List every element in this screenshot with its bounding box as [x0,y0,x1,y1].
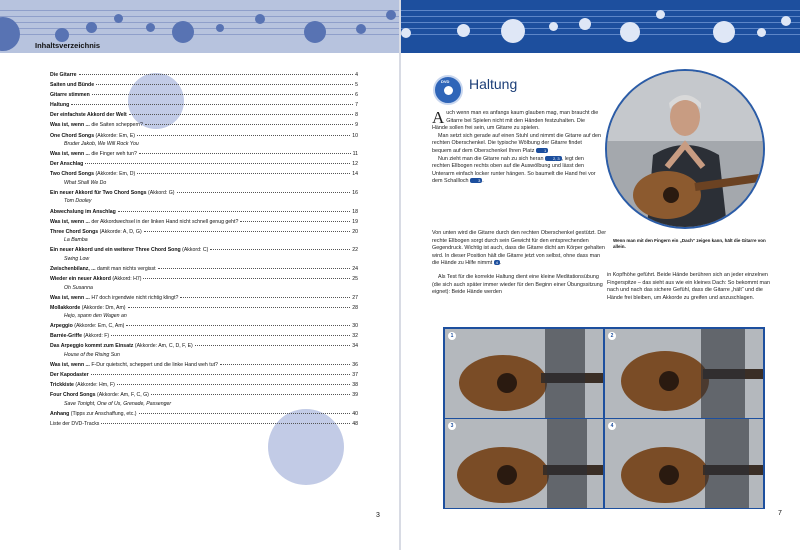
toc-entry [50,92,358,99]
toc-page-number: 28 [352,304,358,311]
toc-page-number: 9 [355,122,358,129]
toc-page-number: 7 [355,102,358,109]
toc-leader-dots [96,84,353,85]
photo-ref-badge: 2, 3 [545,156,562,161]
paragraph: in Kopfhöhe geführt. Beide Hände berühren sich an jeder einzelnen Fingerspitze – das sieht aus wie ein kleines Dach: So bekommt man nach und nach das sichere Gefühl, dass die Gitarre „hält“ und die Hände frei bleiben, um Akkorde zu greifen und anzuschlagen. [607,272,770,301]
toc-page-number: 22 [352,247,358,254]
page-number: 3 [376,512,380,519]
toc-leader-dots [151,394,350,395]
toc-entry [50,295,358,302]
toc-entry-title: Gitarre stimmen [50,92,90,99]
toc-song-list: Save Tonight, One of Us, Grenade, Passenger [64,400,172,407]
toc-entry [50,305,358,312]
toc-entry [50,276,358,283]
toc-page-number: 5 [355,82,358,89]
table-of-contents [50,72,358,428]
toc-leader-dots [145,124,353,125]
toc-page-number: 39 [352,392,358,399]
toc-entry-title: Trickkiste (Akkorde: Hm, F) [50,382,115,389]
toc-entry-title: Was ist, wenn ... die Finger weh tun? [50,151,137,158]
toc-entry-title: Three Chord Songs (Akkorde: A, D, G) [50,228,142,235]
photo-grid [443,327,765,509]
toc-entry-title: Barrée-Griffe (Akkord: F) [50,333,110,340]
toc-page-number: 36 [352,362,358,369]
toc-entry [50,343,358,350]
toc-entry-title: Saiten und Bünde [50,82,95,89]
toc-leader-dots [111,335,350,336]
toc-leader-dots [137,135,350,136]
toc-leader-dots [139,153,351,154]
toc-entry [50,392,358,399]
toc-page-number: 40 [352,410,358,417]
toc-page-number: 16 [352,189,358,196]
right-page [401,0,800,550]
toc-entry-title: Anhang (Tipps zur Anschaffung, etc.) [50,410,137,417]
toc-entry [50,323,358,330]
toc-entry [50,229,358,236]
toc-page-number: 24 [352,265,358,272]
dvd-label: DVD [441,79,450,84]
toc-page-number: 38 [352,382,358,389]
toc-entry [50,171,358,178]
toc-leader-dots [85,163,350,164]
toc-page-number: 12 [352,161,358,168]
photo-step-1 [445,329,603,418]
photo-caption: Wenn man mit den Fingern ein „Dach“ zeigen kann, hält die Gitarre von allein. [613,238,766,249]
right-header-band [401,0,800,53]
toc-entry [50,72,358,79]
page-number: 7 [778,510,782,517]
toc-entry [50,151,358,158]
toc-leader-dots [195,345,350,346]
toc-song-list: Swing Low [64,255,90,262]
toc-entry-title: One Chord Songs (Akkorde: Em, E) [50,132,136,139]
toc-page-number: 4 [355,72,358,78]
photo-ref-badge: 4 [495,260,498,266]
toc-song-list: La Bamba [64,237,88,244]
toc-page-number: 20 [352,228,358,235]
toc-entry-title: Mollakkorde (Akkorde: Dm, Am) [50,304,126,311]
paragraph: Nun zieht man die Gitarre nah zu sich heran 2, 3 , legt den rechten Ellbogen rechts oben auf die Auswölbung und lässt den Unterarm einfach locker runter hängen. So baumelt die Hand frei vor dem Schallloch 3 . [432,155,596,185]
toc-page-number: 18 [352,208,358,215]
toc-leader-dots [92,94,353,95]
toc-entry-title: Wieder ein neuer Akkord (Akkord: H7) [50,276,142,282]
toc-page-number: 30 [352,323,358,330]
text-column-2 [607,272,773,302]
dvd-icon [433,75,463,105]
step-number: 1 [448,332,456,340]
toc-entry-title: Was ist, wenn ... der Akkordwechsel in der linken Hand nicht schnell genug geht? [50,218,239,225]
toc-entry-title: Der Kapodaster [50,372,89,379]
toc-leader-dots [118,211,350,212]
toc-entry [50,247,358,254]
toc-leader-dots [180,297,350,298]
toc-entry [50,190,358,197]
toc-entry-title: Liste der DVD-Tracks [50,421,100,428]
intro-paragraph: Auch wenn man es anfangs kaum glauben mag, man braucht die Gitarre bei Spielen nicht mit den Händen festzuhalten. Die Hände sollen frei sein, um Gitarre zu spielen. [432,108,599,132]
toc-entry [50,266,358,273]
photo-step-2 [605,329,763,418]
portrait-photo [605,69,765,229]
toc-leader-dots [79,74,354,75]
toc-entry-title: Was ist, wenn ... H7 doch irgendwie nicht richtig klingt? [50,294,179,301]
toc-entry [50,333,358,340]
toc-leader-dots [210,249,350,250]
toc-song-list: Tom Dooley [64,198,92,205]
toc-entry-title: Der einfachste Akkord der Welt [50,112,127,119]
toc-entry-title: Was ist, wenn ... F-Dur quietscht, scheppert und die linke Hand weh tut? [50,362,218,369]
toc-song-list: Hejo, spann den Wagen an [64,313,127,320]
toc-page-number: 14 [352,171,358,178]
toc-page-number: 8 [355,112,358,119]
toc-leader-dots [71,104,353,105]
toc-entry [50,209,358,216]
toc-song-list: What Shall We Do [64,179,107,186]
toc-entry [50,382,358,389]
toc-entry [50,82,358,89]
toc-leader-dots [220,364,350,365]
photo-ref-badge: 3 [470,178,482,183]
toc-entry-title: Haltung [50,102,70,109]
toc-entry [50,122,358,129]
toc-entry [50,372,358,379]
toc-page-number: 32 [352,333,358,340]
toc-page-number: 37 [352,372,358,379]
toc-entry [50,219,358,226]
toc-entry [50,112,358,119]
toc-page-number: 34 [352,343,358,350]
toc-entry-title: Der Anschlag [50,161,84,168]
toc-leader-dots [117,384,350,385]
step-number: 3 [448,422,456,430]
toc-title: Inhaltsverzeichnis [35,41,101,50]
toc-entry-title: Four Chord Songs (Akkorde: Am, F, C, G) [50,392,149,399]
toc-entry [50,133,358,140]
toc-entry [50,421,358,428]
toc-entry-title: Was ist, wenn ... die Saiten scheppern? [50,122,143,129]
photo-step-3 [445,419,603,508]
toc-leader-dots [158,268,351,269]
toc-leader-dots [129,114,353,115]
toc-song-list: Oh Susanna [64,284,93,291]
toc-page-number: 27 [352,294,358,301]
toc-entry [50,411,358,418]
toc-leader-dots [240,221,350,222]
toc-page-number: 25 [352,276,358,282]
paragraph: Von unten wird die Gitarre durch den rechten Oberschenkel gestützt. Der rechte Ellbogen sorgt durch sein Gewicht für den entsprechenden Gegendruck. Wichtig ist auch, dass die Gitarre dicht am Körper gehalten wird. In dieser Position hält die Gitarre jetzt von selbst, ohne dass man die Hände zu Hilfe nimmt 4 . [432,230,607,267]
toc-leader-dots [91,374,351,375]
toc-leader-dots [139,413,351,414]
toc-leader-dots [177,192,351,193]
paragraph: Als Test für die korrekte Haltung dient eine kleine Meditationsübung (die sich auch später immer wieder für den Beginn einer Übungssitzung eignet): Beide Hände werden [432,273,603,296]
page-title: Haltung [469,76,518,92]
toc-entry [50,102,358,109]
toc-entry [50,362,358,369]
photo-step-4 [605,419,763,508]
toc-entry-title: Ein neuer Akkord für Two Chord Songs (Akkord: G) [50,189,175,196]
toc-leader-dots [144,231,351,232]
toc-page-number: 48 [352,421,358,428]
toc-entry-title: Arpeggio (Akkorde: Em, C, Am) [50,323,125,330]
toc-entry-title: Zwischenbilanz, ... damit man nichts vergisst [50,265,156,272]
toc-song-list: House of the Rising Sun [64,351,120,358]
toc-entry-title: Abwechslung im Anschlag [50,208,116,215]
toc-entry-title: Two Chord Songs (Akkorde: Em, D) [50,171,136,178]
toc-leader-dots [126,325,350,326]
toc-song-list: Bruder Jakob, We Will Rock You [64,141,139,148]
text-column-1-bottom [432,230,608,297]
toc-leader-dots [137,173,350,174]
toc-page-number: 19 [352,218,358,225]
step-number: 2 [608,332,616,340]
toc-page-number: 11 [352,151,358,158]
toc-entry-title: Das Arpeggio kommt zum Einsatz (Akkorde: Am, C, D, F, E) [50,343,193,350]
toc-leader-dots [101,423,350,424]
text-column-1-top [432,110,602,186]
toc-leader-dots [143,278,350,279]
toc-page-number: 10 [352,132,358,139]
photo-ref-badge: 1 [536,148,548,153]
toc-entry-title: Die Gitarre [50,72,77,78]
toc-entry [50,161,358,168]
paragraph: Man setzt sich gerade auf einen Stuhl und nimmt die Gitarre auf den rechten Oberschenkel. Die typische Wölbung der Gitarre findet bequem auf dem Oberschenkel Ihren Platz 1 [432,132,602,154]
step-number: 4 [608,422,616,430]
toc-entry-title: Ein neuer Akkord und ein weiterer Three Chord Song (Akkord: C) [50,247,209,254]
toc-page-number: 6 [355,92,358,99]
drop-cap: A [432,108,445,127]
toc-leader-dots [128,307,351,308]
